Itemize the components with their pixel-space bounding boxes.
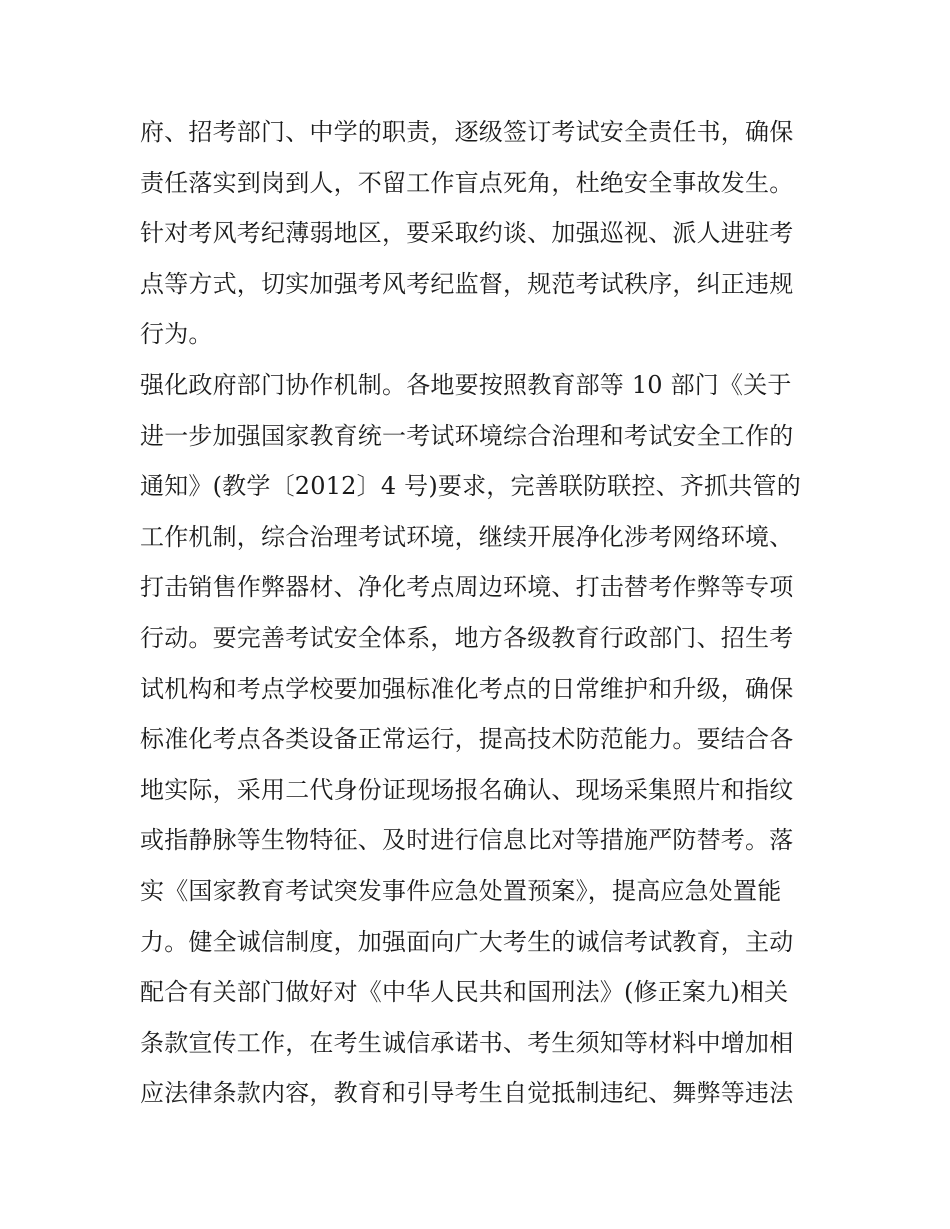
text-line: 地实际，采用二代身份证现场报名确认、现场采集照片和指纹 (140, 775, 794, 804)
text-line: 标准化考点各类设备正常运行，提高技术防范能力。要结合各 (140, 725, 794, 754)
text-line: 条款宣传工作，在考生诚信承诺书、考生须知等材料中增加相 (140, 1028, 794, 1057)
paragraph-exam-responsibility (140, 107, 840, 360)
text-line: 应法律条款内容，教育和引导考生自觉抵制违纪、舞弊等违法 (140, 1079, 794, 1108)
text-line: 配合有关部门做好对《中华人民共和国刑法》(修正案九)相关 (140, 978, 789, 1007)
text-line: 强化政府部门协作机制。各地要按照教育部等 10 部门《关于 (140, 370, 792, 399)
text-line: 行动。要完善考试安全体系，地方各级教育行政部门、招生考 (140, 623, 794, 652)
text-line: 通知》(教学〔2012〕4 号)要求，完善联防联控、齐抓共管的 (140, 472, 801, 501)
text-line: 工作机制，综合治理考试环境，继续开展净化涉考网络环境、 (140, 522, 794, 551)
text-line: 实《国家教育考试突发事件应急处置预案》，提高应急处置能 (140, 876, 782, 905)
paragraph-department-cooperation (140, 360, 840, 1119)
text-line: 行为。 (140, 320, 213, 349)
text-line: 针对考风考纪薄弱地区，要采取约谈、加强巡视、派人进驻考 (140, 219, 794, 248)
text-line: 打击销售作弊器材、净化考点周边环境、打击替考作弊等专项 (140, 573, 794, 602)
text-line: 点等方式，切实加强考风考纪监督，规范考试秩序，纠正违规 (140, 269, 794, 298)
text-line: 进一步加强国家教育统一考试环境综合治理和考试安全工作的 (140, 421, 794, 450)
text-line: 力。健全诚信制度，加强面向广大考生的诚信考试教育，主动 (140, 927, 794, 956)
text-line: 试机构和考点学校要加强标准化考点的日常维护和升级，确保 (140, 674, 794, 703)
text-line: 府、招考部门、中学的职责，逐级签订考试安全责任书，确保 (140, 118, 794, 146)
document-body (140, 107, 840, 1119)
text-line: 责任落实到岗到人，不留工作盲点死角，杜绝安全事故发生。 (140, 168, 794, 197)
text-line: 或指静脉等生物特征、及时进行信息比对等措施严防替考。落 (140, 826, 794, 855)
